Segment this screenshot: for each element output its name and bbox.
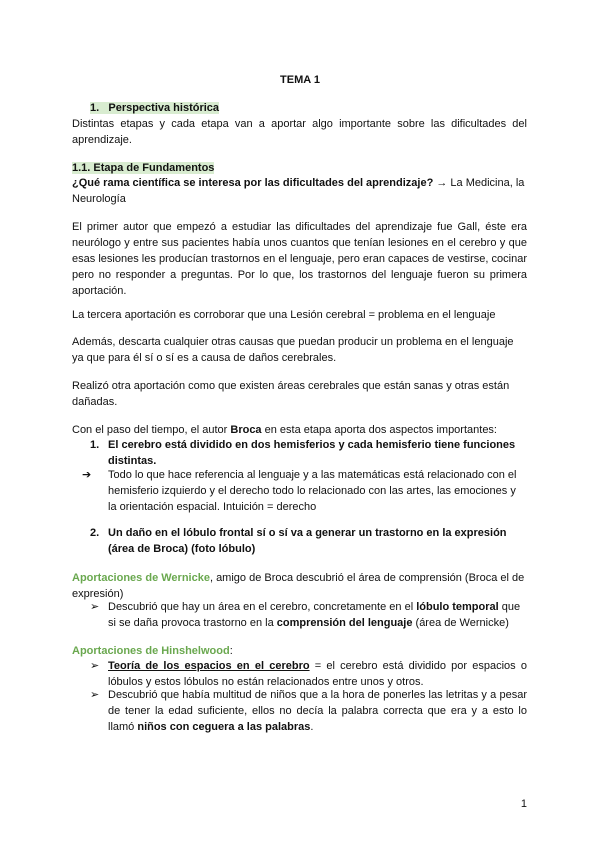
triangle-bullet-icon: ➢	[90, 689, 100, 701]
hinshelwood-bullet-1: ➢ Teoría de los espacios en el cerebro = el cerebro está dividido por espacios o lóbulos y estos lóbulos no están relacionados entre unos y otros.	[90, 660, 527, 688]
list-number: 2.	[90, 527, 100, 539]
hinshelwood-heading: Aportaciones de Hinshelwood	[72, 645, 230, 657]
wernicke-bullet: ➢ Descubrió que hay un área en el cerebro, concretamente en el lóbulo temporal que si se daña provoca trastorno en la comprensión del lenguaje (área de Wernicke)	[90, 601, 521, 629]
triangle-bullet-icon: ➢	[90, 660, 100, 672]
ademas-paragraph: Además, descarta cualquier otras causas que puedan producir un problema en el lenguaje ya que para él sí o sí es a causa de daños cerebrales.	[72, 336, 514, 364]
question-text: ¿Qué rama científica se interesa por las dificultades del aprendizaje?	[72, 177, 434, 189]
hinshelwood-bullet-2: ➢ Descubrió que había multitud de niños que a la hora de ponerles las letritas y a pesar de tener la edad suficiente, ellos no decía la palabra correcta que era y a esto lo llamó niños con ceguera a las palabras.	[90, 689, 527, 733]
section-heading	[90, 100, 219, 116]
broca-intro: Con el paso del tiempo, el autor Broca en esta etapa aporta dos aspectos importantes:	[72, 424, 497, 436]
section-title: Perspectiva histórica	[108, 102, 220, 114]
page-number: 1	[520, 798, 527, 810]
wernicke-heading: Aportaciones de Wernicke	[72, 572, 210, 584]
section-intro: Distintas etapas y cada etapa van a aportar algo importante sobre las dificultades del aprendizaje.	[72, 118, 527, 146]
question-answer: → La Medicina, la Neurología	[72, 177, 525, 205]
broca-point-2: 2. Un daño en el lóbulo frontal sí o sí va a generar un trastorno en la expresión (área de Broca) (foto lóbulo)	[90, 527, 507, 555]
broca-point-1: 1. El cerebro está dividido en dos hemisferios y cada hemisferio tiene funciones distintas.	[90, 439, 516, 467]
areas-paragraph: Realizó otra aportación como que existen áreas cerebrales que están sanas y otras están dañadas.	[72, 380, 510, 408]
arrow-point: ➔ Todo lo que hace referencia al lenguaje y a las matemáticas está relacionado con el hemisferio izquierdo y el derecho todo lo relacionado con las artes, las emociones y la orientación espacial. Intuición = derecho	[82, 469, 517, 513]
gall-paragraph: El primer autor que empezó a estudiar las dificultades del aprendizaje fue Gall, éste era neurólogo y entre sus pacientes había unos cuantos que tenían lesiones en el cerebro y que esas lesiones les producían trastornos en el lenguaje, pero eran capaces de vestirse, cocinar pero no responder a preguntas. Por lo que, los trastornos del lenguaje fueron su primera aportación.	[72, 221, 527, 297]
question-paragraph	[72, 175, 527, 207]
arrow-icon: ➔	[82, 469, 92, 481]
broca-name: Broca	[230, 424, 262, 436]
list-number: 1.	[90, 439, 100, 451]
third-contribution-paragraph: La tercera aportación es corroborar que una Lesión cerebral = problema en el lenguaje	[72, 309, 496, 321]
page-title: TEMA 1	[280, 74, 320, 86]
hinshelwood-heading-line: Aportaciones de Hinshelwood:	[72, 645, 233, 657]
wernicke-paragraph: Aportaciones de Wernicke, amigo de Broca descubrió el área de comprensión (Broca el de expresión)	[72, 572, 525, 600]
subsection-heading: 1.1. Etapa de Fundamentos	[72, 162, 215, 174]
triangle-bullet-icon: ➢	[90, 601, 100, 613]
theory-title: Teoría de los espacios en el cerebro	[108, 660, 310, 672]
section-number: 1.	[90, 102, 100, 114]
